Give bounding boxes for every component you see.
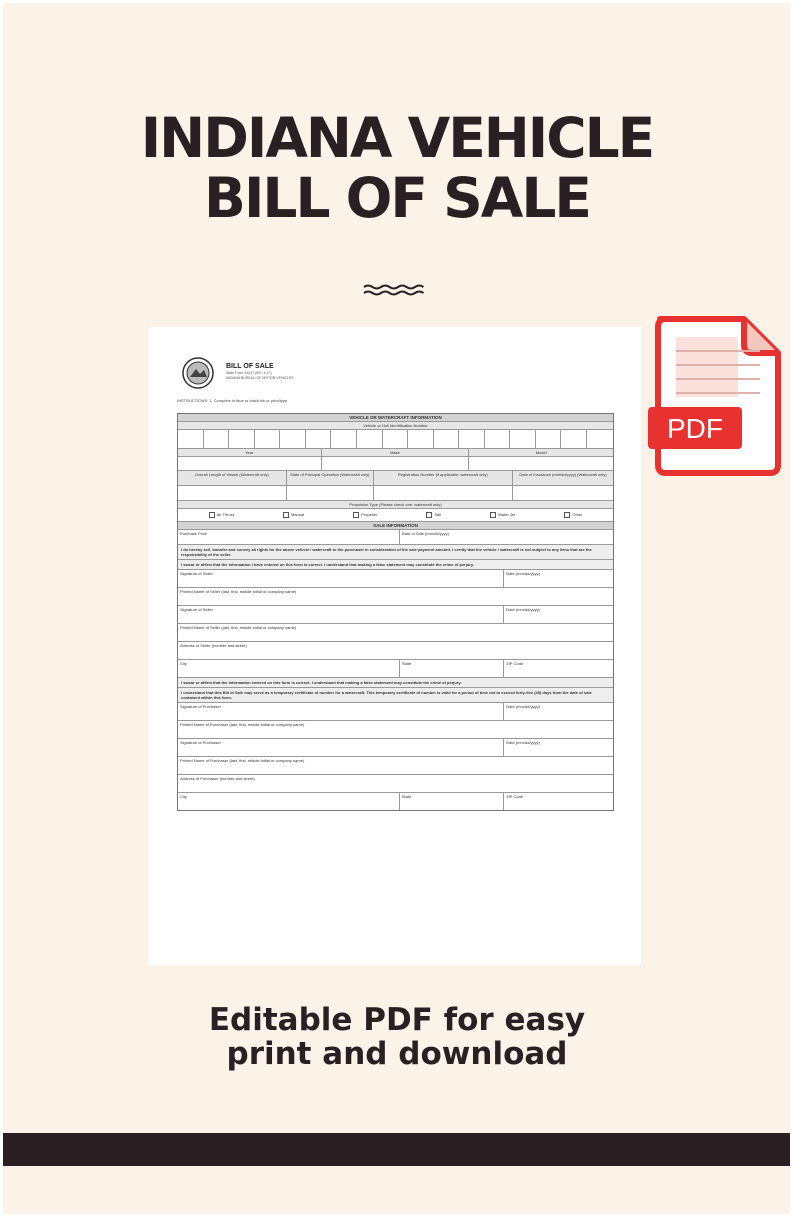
length-label: Overall Length of Vessel (Watercraft only): [178, 471, 287, 485]
form-title: BILL OF SALE: [226, 363, 274, 370]
purchaser-signature-2[interactable]: Signature of Purchaser: [178, 739, 504, 756]
temporary-certificate-note: I understand that this Bill of Sale may serve as a temporary certificate of number for a watercraft. This temporary certificate of number is valid for a period of time not to exceed forty-five (45) days from the date of sale contained within this form.: [181, 690, 592, 700]
insurance-label: Date of Insurance (mm/dd/yyyy) (Watercraft only): [519, 472, 607, 477]
purchaser-state[interactable]: State: [400, 793, 504, 810]
option-manual[interactable]: Manual: [283, 512, 304, 518]
option-other[interactable]: Other: [564, 512, 582, 518]
year-label: Year: [178, 449, 322, 456]
year-field[interactable]: [178, 457, 322, 470]
headline: [0, 108, 794, 228]
option-propeller[interactable]: Propeller: [353, 512, 377, 518]
form-table: [177, 413, 614, 811]
purchaser-signature-1[interactable]: Signature of Purchaser: [178, 703, 504, 720]
seller-date-2[interactable]: Date (mm/dd/yyyy): [506, 607, 540, 612]
form-agency: INDIANA BUREAU OF MOTOR VEHICLES: [226, 376, 294, 380]
wave-divider-icon: [362, 283, 432, 299]
seller-signature-2[interactable]: Signature of Seller: [178, 606, 504, 623]
model-field[interactable]: [469, 457, 613, 470]
vin-label: Vehicle or Hull Identification Number: [363, 423, 428, 428]
seller-city[interactable]: City: [178, 660, 400, 677]
option-air-thrust[interactable]: Air Thrust: [209, 512, 234, 518]
purchaser-city[interactable]: City: [178, 793, 400, 810]
purchaser-affirmation: I swear or affirm that the information entered on this form is correct. I understand that making a false statement may constitute the crime of perjury.: [181, 680, 462, 685]
form-number: State Form 44237 (R5 / 4-17): [226, 371, 272, 375]
purchaser-printed-name-1[interactable]: Printed Name of Purchaser (last, first, middle initial or company name): [180, 722, 305, 727]
date-of-sale-field[interactable]: Date of Sale (mm/dd/yyyy): [401, 531, 449, 536]
seller-signature-1[interactable]: Signature of Seller: [178, 570, 504, 587]
propulsion-label: Propulsion Type (Please check one: watercraft only): [349, 502, 442, 507]
seller-state[interactable]: State: [400, 660, 504, 677]
tagline-line-2: print and download: [226, 1036, 568, 1072]
form-instructions: INSTRUCTIONS: 1. Complete in blue or black ink or print/type.: [177, 398, 289, 403]
state-principal-label: State of Principal Operation (Watercraft only): [287, 471, 374, 485]
form-header: [182, 357, 612, 397]
headline-line-1: INDIANA VEHICLE: [140, 106, 654, 170]
make-field[interactable]: [322, 457, 470, 470]
option-sail[interactable]: Sail: [426, 512, 441, 518]
purchaser-printed-name-2[interactable]: Printed Name of Purchaser (last, first, middle initial or company name): [180, 758, 305, 763]
purchaser-date-2[interactable]: Date (mm/dd/yyyy): [506, 740, 540, 745]
seller-date-1[interactable]: Date (mm/dd/yyyy): [506, 571, 540, 576]
seller-zip[interactable]: ZIP Code: [506, 661, 524, 666]
section-sale: SALE INFORMATION: [178, 522, 613, 529]
purchaser-date-1[interactable]: Date (mm/dd/yyyy): [506, 704, 540, 709]
seller-address[interactable]: Address of Seller (number and street): [180, 643, 247, 648]
purchaser-address[interactable]: Address of Purchaser (number and street): [180, 776, 255, 781]
tagline: [0, 1003, 794, 1071]
make-label: Make: [322, 449, 470, 456]
registration-field[interactable]: [374, 486, 513, 500]
seller-affirmation: I swear or affirm that the information I have entered on this form is correct. I understand that making a false statement may constitute the crime of perjury.: [181, 562, 474, 567]
form-preview: [149, 327, 641, 965]
pdf-file-icon: [648, 315, 784, 477]
model-label: Model: [535, 450, 547, 455]
state-seal-icon: [182, 357, 214, 389]
section-vehicle: VEHICLE OR WATERCRAFT INFORMATION: [178, 414, 613, 421]
headline-line-2: BILL OF SALE: [204, 166, 590, 230]
tagline-line-1: Editable PDF for easy: [208, 1002, 586, 1038]
insurance-field[interactable]: [513, 486, 613, 500]
state-principal-field[interactable]: [287, 486, 374, 500]
purchase-price-field[interactable]: Purchase Price: [178, 530, 400, 544]
length-field[interactable]: [178, 486, 287, 500]
propulsion-options: [178, 509, 613, 521]
pdf-badge-label: PDF: [667, 413, 723, 444]
seller-printed-name-1[interactable]: Printed Name of Seller (last, first, middle initial or company name): [180, 589, 297, 594]
vin-boxes: [178, 430, 613, 449]
bottom-bar: [3, 1133, 790, 1166]
seller-printed-name-2[interactable]: Printed Name of Seller (last, first, middle initial or company name): [180, 625, 297, 630]
purchaser-zip[interactable]: ZIP Code: [506, 794, 524, 799]
registration-label: Registration Number (if applicable: watercraft only): [374, 471, 513, 485]
seller-statement: I do hereby sell, transfer and convey all rights for the above vehicle / watercraft to the purchaser in consideration of the sale payment amount. I certify that the vehicle / watercraft is not subject to any liens that are the responsibility of the seller.: [181, 547, 592, 557]
option-water-jet[interactable]: Water Jet: [490, 512, 515, 518]
